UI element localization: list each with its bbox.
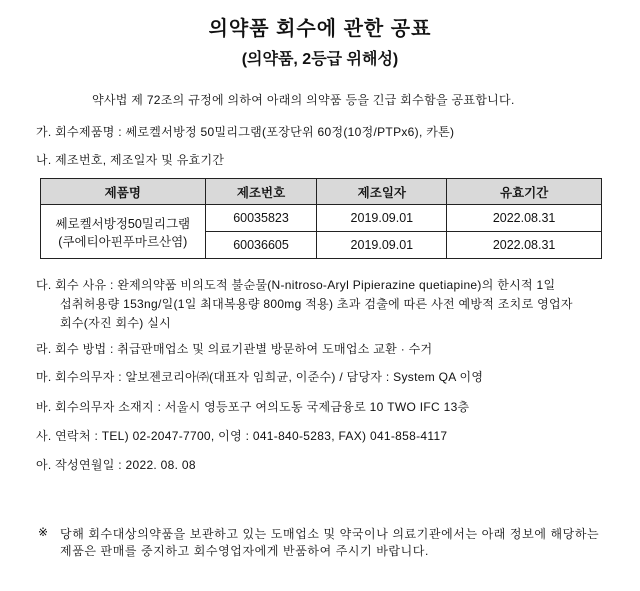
item-date: 아. 작성연월일 : 2022. 08. 08 bbox=[36, 458, 196, 472]
header-lot: 제조번호 bbox=[205, 179, 317, 205]
header-expiry: 유효기간 bbox=[447, 179, 602, 205]
product-ingredient: (쿠에티아핀푸마르산염) bbox=[58, 234, 188, 249]
page-subtitle: (의약품, 2등급 위해성) bbox=[241, 51, 399, 68]
lot-number: 60036605 bbox=[205, 232, 317, 259]
mfg-date: 2019.09.01 bbox=[317, 205, 447, 232]
expiry-date: 2022.08.31 bbox=[447, 232, 602, 259]
header-product: 제품명 bbox=[41, 179, 206, 205]
recall-table bbox=[40, 178, 602, 259]
product-cell bbox=[41, 205, 206, 259]
page-title: 의약품 회수에 관한 공표 bbox=[208, 18, 432, 40]
note-line1: 당해 회수대상의약품을 보관하고 있는 도매업소 및 약국이나 의료기관에서는 아래 정보에 해당하는 bbox=[60, 527, 600, 541]
item-reason-cont: 섭취허용량 153ng/일(1일 최대복용량 800mg 적용) 초과 검출에 따른 사전 예방적 조치로 영업자 bbox=[60, 297, 573, 311]
item-obligor: 마. 회수의무자 : 알보젠코리아㈜(대표자 임희균, 이준수) / 담당자 : System QA 이영 bbox=[36, 370, 484, 384]
item-reason: 다. 회수 사유 : 완제의약품 비의도적 불순물(N-nitroso-Aryl Pipierazine quetiapine)의 한시적 1일 bbox=[36, 278, 556, 292]
intro-text: 약사법 제 72조의 규정에 의하여 아래의 의약품 등을 긴급 회수함을 공표합니다. bbox=[92, 93, 515, 107]
item-reason-cont2: 회수(자진 회수) 실시 bbox=[60, 316, 171, 330]
item-contact: 사. 연락처 : TEL) 02-2047-7700, 이영 : 041-840-5283, FAX) 041-858-4117 bbox=[36, 429, 448, 443]
item-product-name: 가. 회수제품명 : 쎄로켈서방정 50밀리그램(포장단위 60정(10정/PTPx6), 카톤) bbox=[36, 125, 455, 139]
product-name: 쎄로켈서방정50밀리그램 bbox=[55, 216, 191, 231]
table-row bbox=[41, 205, 602, 232]
note-line2: 제품은 판매를 중지하고 회수영업자에게 반품하여 주시기 바랍니다. bbox=[60, 544, 429, 558]
mfg-date: 2019.09.01 bbox=[317, 232, 447, 259]
item-lot-heading: 나. 제조번호, 제조일자 및 유효기간 bbox=[36, 153, 225, 167]
note-mark: ※ bbox=[38, 525, 49, 539]
lot-number: 60035823 bbox=[205, 205, 317, 232]
header-mfg-date: 제조일자 bbox=[317, 179, 447, 205]
expiry-date: 2022.08.31 bbox=[447, 205, 602, 232]
item-method: 라. 회수 방법 : 취급판매업소 및 의료기관별 방문하여 도매업소 교환 · 수거 bbox=[36, 342, 433, 356]
item-address: 바. 회수의무자 소재지 : 서울시 영등포구 여의도동 국제금융로 10 TWO IFC 13층 bbox=[36, 400, 470, 414]
